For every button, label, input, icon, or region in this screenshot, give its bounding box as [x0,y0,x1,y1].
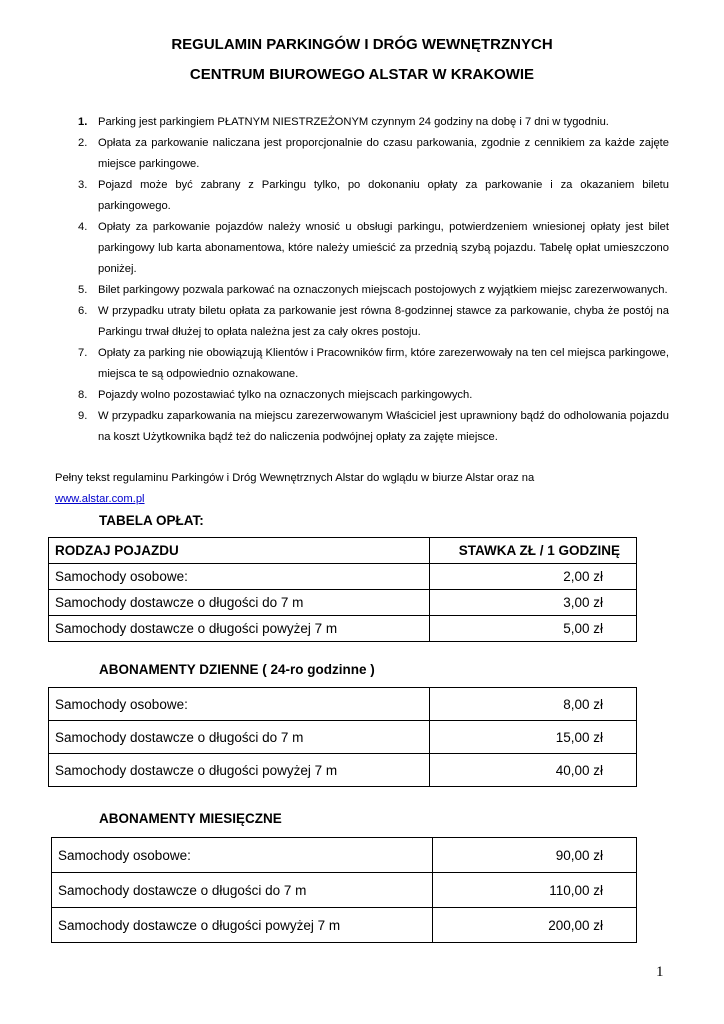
table-row [49,564,637,590]
rule-text: Pojazd może być zabrany z Parkingu tylko, po dokonaniu opłaty za parkowanie i za okazaniem biletu parkingowego. [98,179,669,212]
fee-table-heading: TABELA OPŁAT: [99,513,204,528]
rule-text: Opłaty za parking nie obowiązują Klientów i Pracowników firm, które zarezerwowały na ten cel miejsca parkingowe, miejsca te są odpowiednio oznakowane. [98,347,669,380]
price-cell: 15,00 zł [430,721,637,754]
rule-number: 8. [78,389,88,401]
price-cell: 8,00 zł [430,688,637,721]
table-row [49,688,637,721]
vehicle-cell: Samochody dostawcze o długości do 7 m [49,590,430,616]
rule-number: 7. [78,347,88,359]
rule-number: 5. [78,284,88,296]
vehicle-cell: Samochody dostawcze o długości powyżej 7 m [52,908,433,943]
rule-text: Pojazdy wolno pozostawiać tylko na oznaczonych miejscach parkingowych. [98,389,473,401]
table-row [52,908,637,943]
rule-item [0,301,724,343]
rule-number: 1. [78,116,88,128]
table-row [49,754,637,787]
price-cell: 2,00 zł [430,564,637,590]
vehicle-cell: Samochody osobowe: [52,838,433,873]
document-title-line2: CENTRUM BIUROWEGO ALSTAR W KRAKOWIE [189,66,535,83]
monthly-subscriptions-heading: ABONAMENTY MIESIĘCZNE [99,811,282,826]
price-cell: 40,00 zł [430,754,637,787]
rule-text: W przypadku zaparkowania na miejscu zarezerwowanym Właściciel jest uprawniony bądź do odholowania pojazdu na koszt Użytkownika bądź też do naliczenia podwójnej opłaty za zajęte miejsce. [98,410,669,443]
full-text-note [55,468,669,510]
table-header-row [49,538,637,564]
rule-item [0,175,724,217]
table-row [52,838,637,873]
rule-item [0,112,724,133]
table-row [49,721,637,754]
rule-item [0,133,724,175]
rules-list [0,112,724,448]
rule-item [0,343,724,385]
rule-text: W przypadku utraty biletu opłata za parkowanie jest równa 8-godzinnej stawce za parkowanie, chyba że postój na Parkingu trwał dłużej to opłata należna jest za cały okres postoju. [98,305,669,338]
rule-text: Opłata za parkowanie naliczana jest proporcjonalnie do czasu parkowania, zgodnie z cennikiem za każde zajęte miejsce parkingowe. [98,137,669,170]
vehicle-type-header: RODZAJ POJAZDU [49,538,430,564]
daily-subscriptions-heading: ABONAMENTY DZIENNE ( 24-ro godzinne ) [99,662,375,677]
table-row [52,873,637,908]
table-row [49,590,637,616]
rule-item [0,385,724,406]
vehicle-cell: Samochody dostawcze o długości powyżej 7 m [49,754,430,787]
fee-table [48,537,637,642]
vehicle-cell: Samochody dostawcze o długości do 7 m [49,721,430,754]
rule-item [0,280,724,301]
rule-text: Bilet parkingowy pozwala parkować na oznaczonych miejscach postojowych z wyjątkiem miejsc zarezerwowanych. [98,284,668,296]
rule-text: Parking jest parkingiem PŁATNYM NIESTRZEŻONYM czynnym 24 godziny na dobę i 7 dni w tygodniu. [98,116,609,128]
rule-text: Opłaty za parkowanie pojazdów należy wnosić u obsługi parkingu, potwierdzeniem wniesionej opłaty jest bilet parkingowy lub karta abonamentowa, które należy umieścić za przednią szybą pojazdu. Tabelę opłat umieszczono poniżej. [98,221,669,275]
alstar-website-link[interactable]: www.alstar.com.pl [55,493,145,505]
page-number: 1 [656,964,664,980]
vehicle-cell: Samochody dostawcze o długości do 7 m [52,873,433,908]
price-cell: 200,00 zł [433,908,637,943]
rule-number: 3. [78,179,88,191]
rule-item [0,406,724,448]
vehicle-cell: Samochody dostawcze o długości powyżej 7 m [49,616,430,642]
monthly-subscriptions-table [51,837,637,943]
price-cell: 110,00 zł [433,873,637,908]
rule-number: 6. [78,305,88,317]
vehicle-cell: Samochody osobowe: [49,688,430,721]
rule-number: 9. [78,410,88,422]
document-title-line1: REGULAMIN PARKINGÓW I DRÓG WEWNĘTRZNYCH [171,36,553,53]
rule-number: 2. [78,137,88,149]
daily-subscriptions-table [48,687,637,787]
price-cell: 3,00 zł [430,590,637,616]
price-cell: 5,00 zł [430,616,637,642]
full-text-sentence: Pełny tekst regulaminu Parkingów i Dróg Wewnętrznych Alstar do wglądu w biurze Alstar oraz na [55,472,535,484]
vehicle-cell: Samochody osobowe: [49,564,430,590]
rule-number: 4. [78,221,88,233]
rate-header: STAWKA ZŁ / 1 GODZINĘ [430,538,637,564]
price-cell: 90,00 zł [433,838,637,873]
rule-item [0,217,724,280]
table-row [49,616,637,642]
